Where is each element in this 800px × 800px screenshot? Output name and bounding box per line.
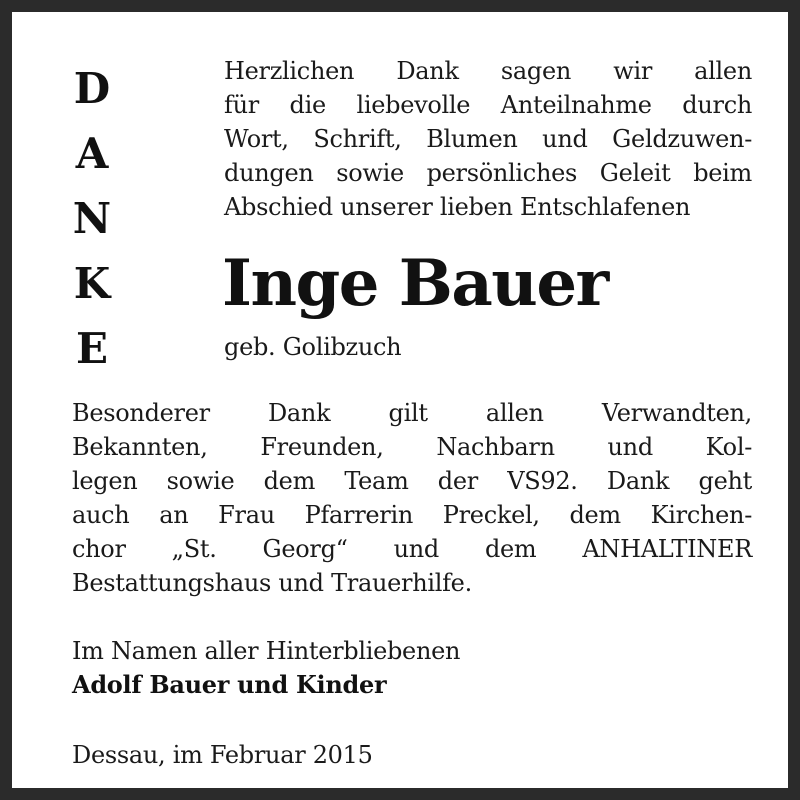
danke-vertical-heading (70, 56, 114, 381)
body-line: Bestattungshaus und Trauerhilfe. (72, 569, 472, 597)
special-thanks-paragraph (72, 396, 752, 600)
thanks-intro-paragraph (224, 54, 752, 224)
body-line: Besonderer Dank gilt allen Verwandten, (72, 399, 752, 427)
body-line: legen sowie dem Team der VS92. Dank geht (72, 467, 752, 495)
maiden-name: geb. Golibzuch (224, 333, 402, 361)
intro-line: Abschied unserer lieben Entschlafenen (224, 193, 691, 221)
danke-letter: E (75, 324, 108, 373)
danke-letter: A (75, 129, 109, 178)
signature: Adolf Bauer und Kinder (72, 670, 387, 699)
place-date: Dessau, im Februar 2015 (72, 741, 373, 769)
intro-line: dungen sowie persönliches Geleit beim (224, 159, 752, 187)
closing-line: Im Namen aller Hinterbliebenen (72, 637, 461, 665)
body-line: auch an Frau Pfarrerin Preckel, dem Kirchen- (72, 501, 752, 529)
danke-letter: K (73, 259, 111, 308)
intro-line: Herzlichen Dank sagen wir allen (224, 57, 752, 85)
body-line: chor „St. Georg“ und dem ANHALTINER (72, 535, 752, 563)
deceased-name: Inge Bauer (222, 246, 608, 321)
danke-letter: D (73, 64, 111, 113)
intro-line: für die liebevolle Anteilnahme durch (224, 91, 752, 119)
intro-line: Wort, Schrift, Blumen und Geldzuwen- (224, 125, 752, 153)
body-line: Bekannten, Freunden, Nachbarn und Kol- (72, 433, 752, 461)
danke-letter: N (72, 194, 112, 243)
